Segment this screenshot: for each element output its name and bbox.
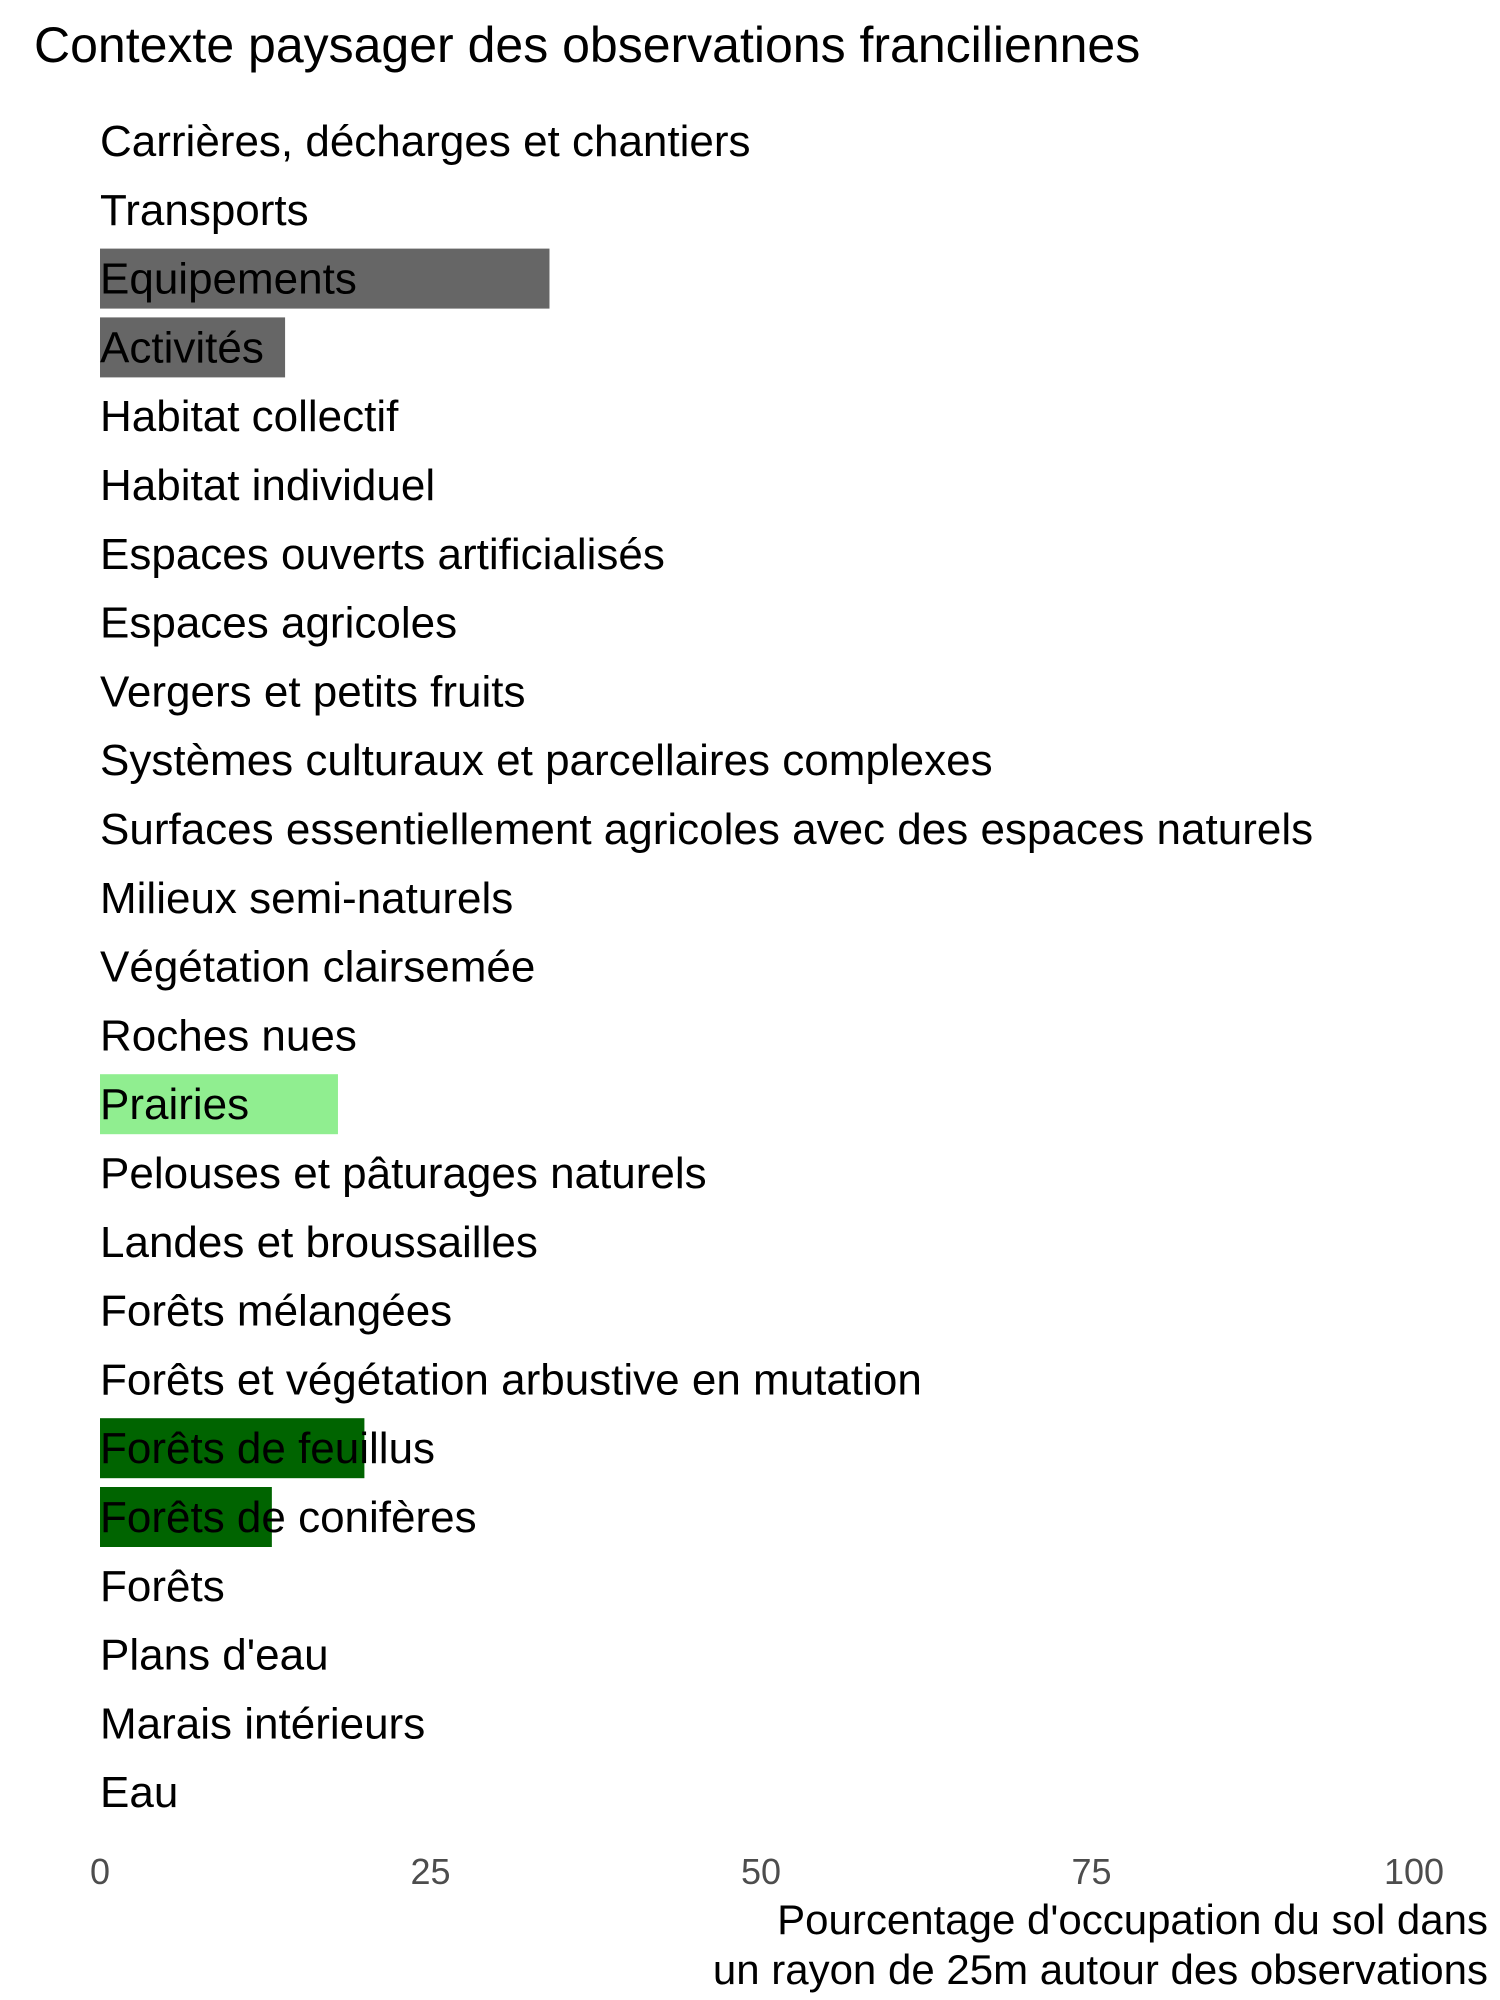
- x-tick-label: 75: [1071, 1851, 1112, 1892]
- category-label: Espaces ouverts artificialisés: [100, 529, 665, 579]
- category-label: Landes et broussailles: [100, 1217, 538, 1267]
- category-label: Pelouses et pâturages naturels: [100, 1149, 707, 1198]
- category-label: Forêts mélangées: [100, 1286, 453, 1336]
- category-label: Habitat individuel: [100, 461, 436, 510]
- category-label: Végétation clairsemée: [100, 942, 536, 992]
- category-label: Surfaces essentiellement agricoles avec des espaces naturels: [100, 805, 1314, 854]
- category-label: Forêts de conifères: [100, 1493, 477, 1542]
- category-label: Milieux semi-naturels: [100, 873, 514, 923]
- category-label: Habitat collectif: [100, 392, 399, 442]
- x-tick-label: 100: [1383, 1851, 1445, 1892]
- x-ticks-layer: [90, 1851, 1444, 1892]
- category-label: Forêts et végétation arbustive en mutation: [100, 1355, 922, 1405]
- category-label: Transports: [100, 185, 309, 235]
- category-label: Eau: [100, 1768, 179, 1818]
- category-label: Prairies: [100, 1080, 250, 1130]
- category-label: Marais intérieurs: [100, 1699, 426, 1749]
- x-axis-title-line-2: un rayon de 25m autour des observations: [712, 1946, 1488, 1993]
- category-label: Forêts: [100, 1561, 225, 1611]
- category-label: Systèmes culturaux et parcellaires complexes: [100, 736, 993, 786]
- category-label: Activités: [100, 323, 264, 373]
- x-tick-label: 25: [410, 1851, 451, 1892]
- category-label: Carrières, décharges et chantiers: [100, 117, 751, 166]
- x-tick-label: 0: [89, 1851, 111, 1892]
- x-axis-title-line-1: Pourcentage d'occupation du sol dans: [777, 1896, 1488, 1943]
- category-label: Espaces agricoles: [100, 598, 458, 648]
- x-tick-label: 50: [740, 1851, 782, 1892]
- category-label: Roches nues: [100, 1011, 357, 1061]
- chart-title: Contexte paysager des observations franciliennes: [34, 17, 1141, 73]
- category-label: Vergers et petits fruits: [100, 667, 526, 717]
- category-label: Equipements: [100, 254, 357, 304]
- category-label: Forêts de feuillus: [100, 1424, 436, 1474]
- category-label: Plans d'eau: [100, 1630, 329, 1680]
